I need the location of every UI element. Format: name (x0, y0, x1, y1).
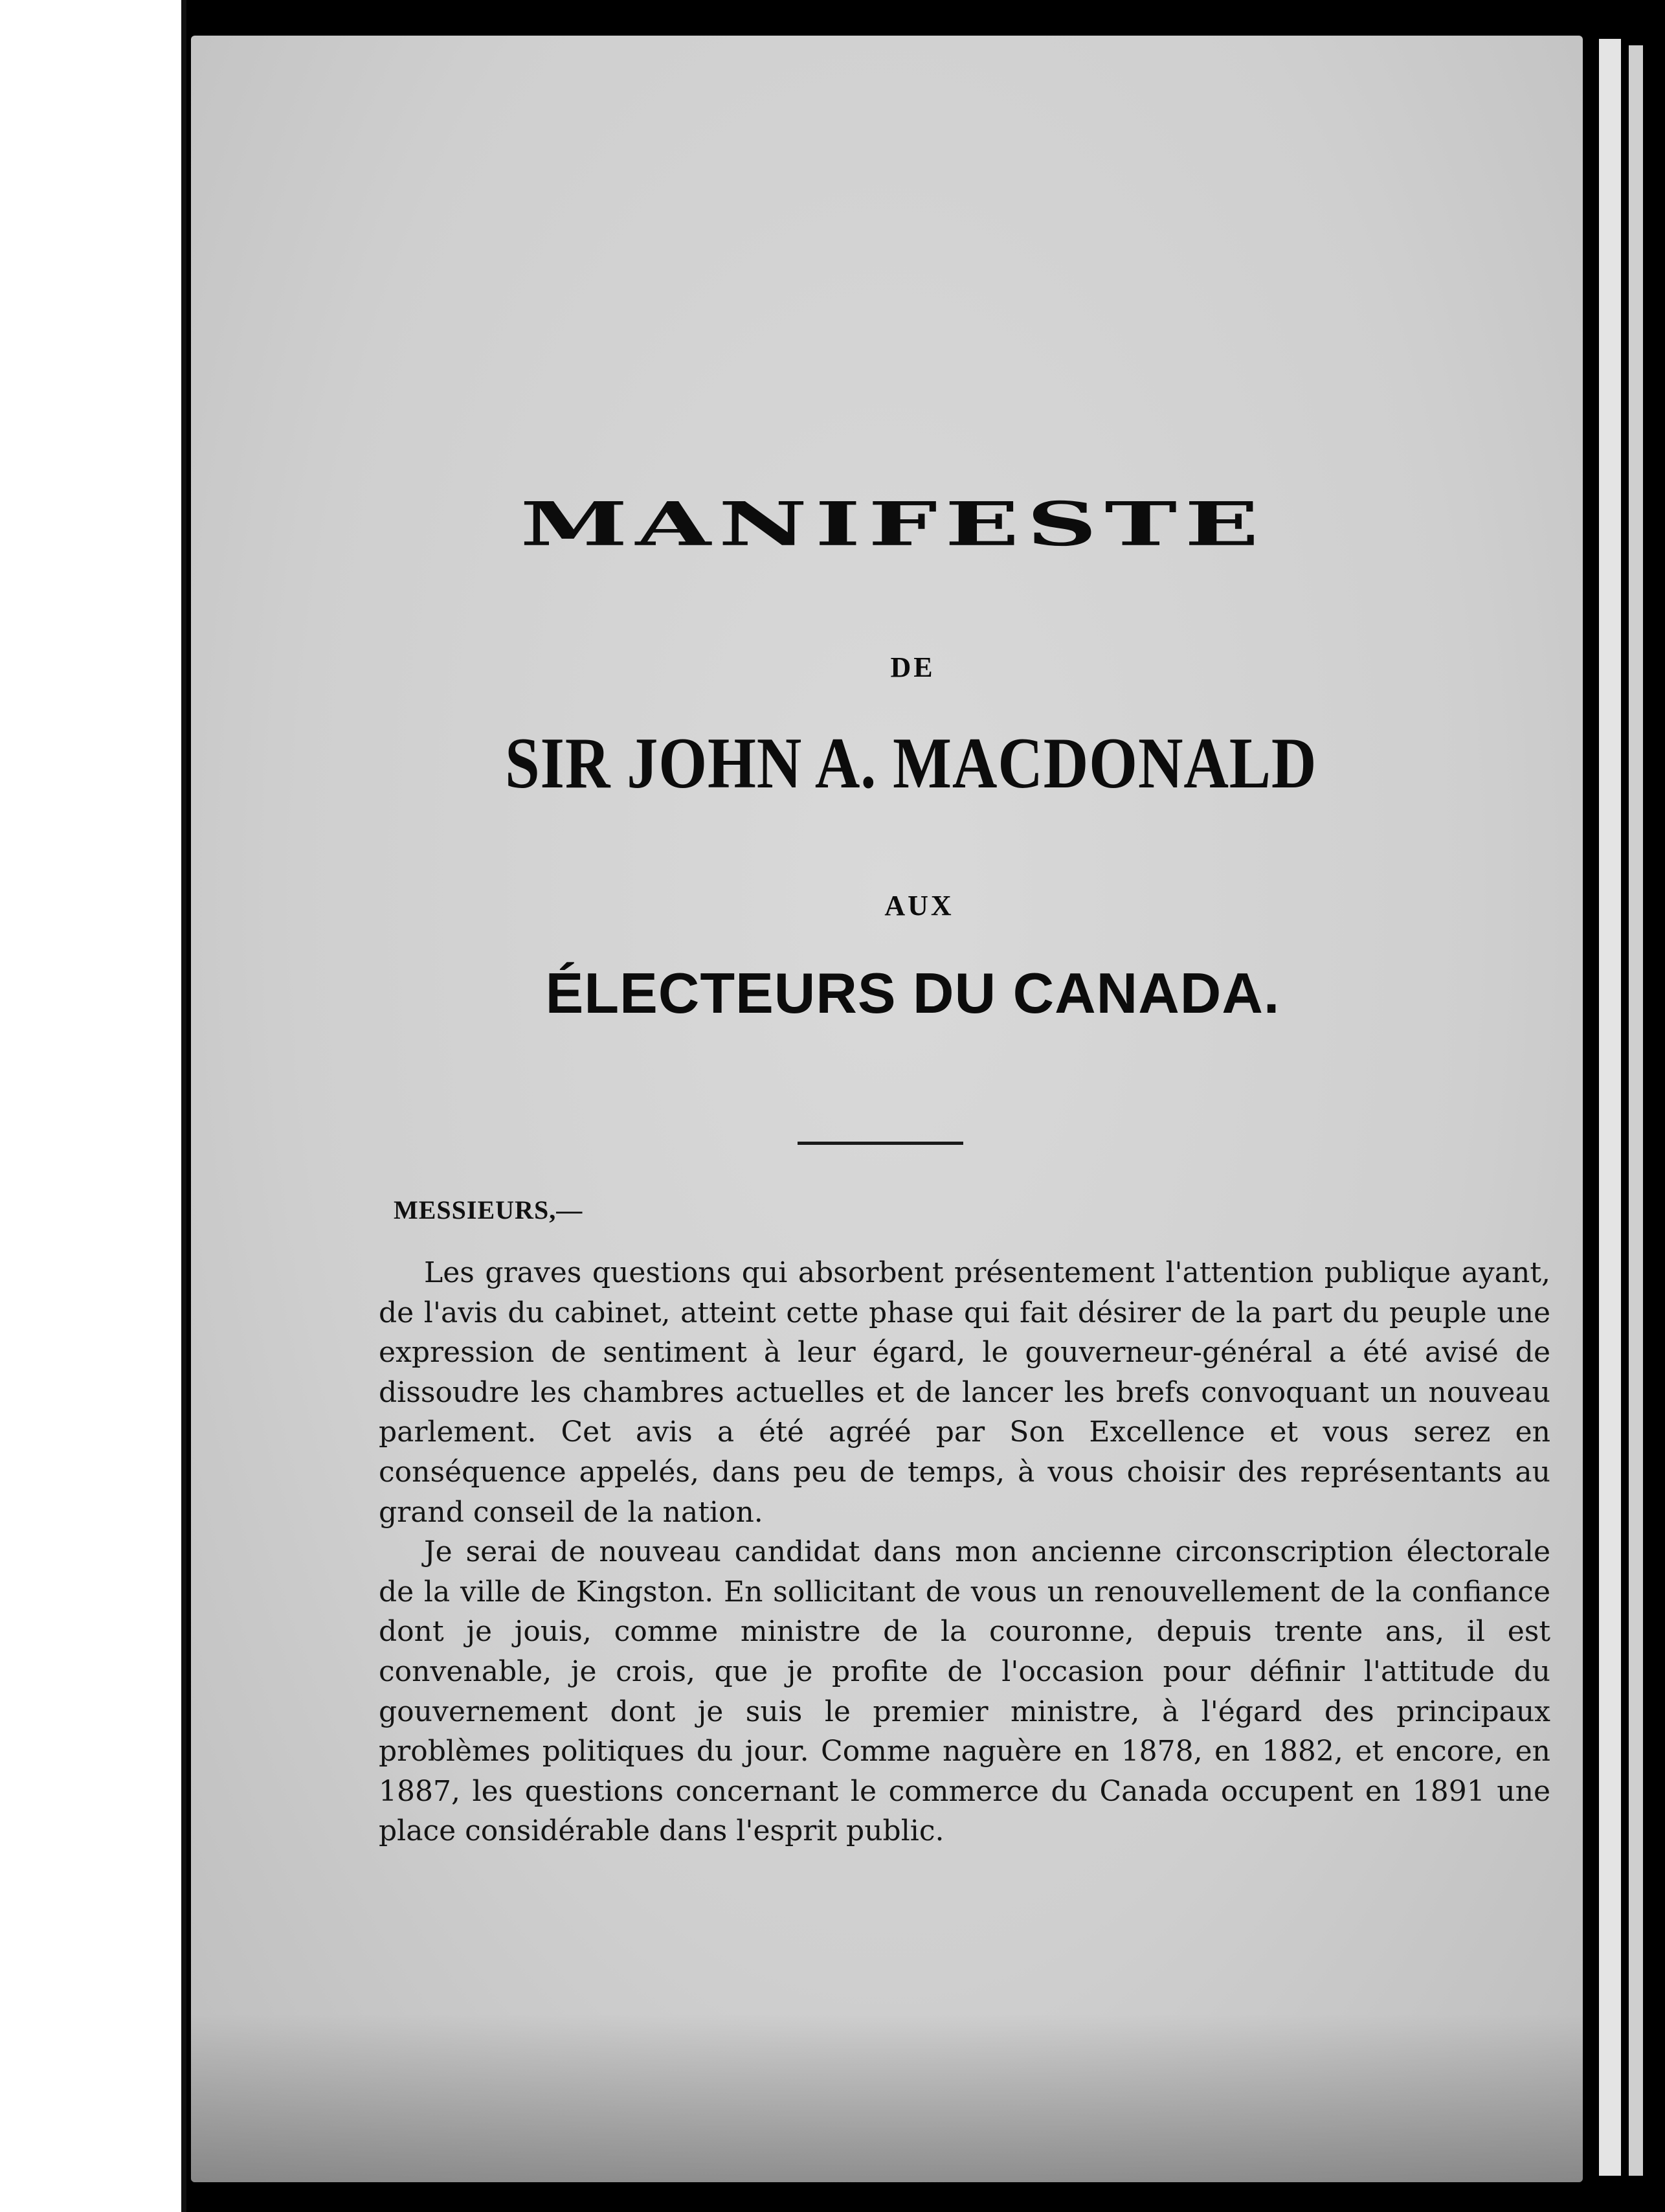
addressees-heading: ÉLECTEURS DU CANADA. (545, 961, 1280, 1025)
document-page (191, 36, 1583, 2182)
page-shading (191, 2014, 1583, 2182)
scan-margin-strip-outer (1629, 45, 1643, 2176)
adjacent-page-edge (0, 0, 181, 2212)
paragraph-1: Les graves questions qui absorbent présentement l'attention publique ayant, de l'avis du cabinet, atteint cette phase qui fait désirer de la part du peuple une expression de sentiment à leur égard, le gouverneur-général a été avisé de dissoudre les chambres actuelles et de lancer les brefs convoquant un nouveau parlement. Cet avis a été agréé par Son Excellence et vous serez en conséquence appelés, dans peu de temps, à vous choisir des représentants au grand conseil de la nation. (379, 1256, 1550, 1529)
paragraph-2: Je serai de nouveau candidat dans mon ancienne circonscription électorale de la ville de Kingston. En sollicitant de vous un renouvellement de la confiance dont je jouis, comme ministre de la couronne, depuis trente ans, il est convenable, je crois, que je profite de l'occasion pour définir l'attitude du gouvernement dont je suis le premier ministre, à l'égard des principaux problèmes politiques du jour. Comme naguère en 1878, en 1882, et encore, en 1887, les questions concernant le commerce du Canada occupent en 1891 une place considérable dans l'esprit public. (379, 1535, 1550, 1848)
title-connector-de: DE (890, 651, 935, 683)
title-connector-aux: AUX (884, 890, 954, 921)
scan-margin-strip (1599, 39, 1621, 2176)
section-divider (798, 1142, 963, 1145)
body-text (379, 1253, 1550, 1851)
binding-shadow (181, 0, 186, 2212)
document-title: MANIFESTE (520, 489, 1267, 560)
author-name: SIR JOHN A. MACDONALD (505, 723, 1317, 804)
salutation: MESSIEURS,— (394, 1195, 583, 1224)
